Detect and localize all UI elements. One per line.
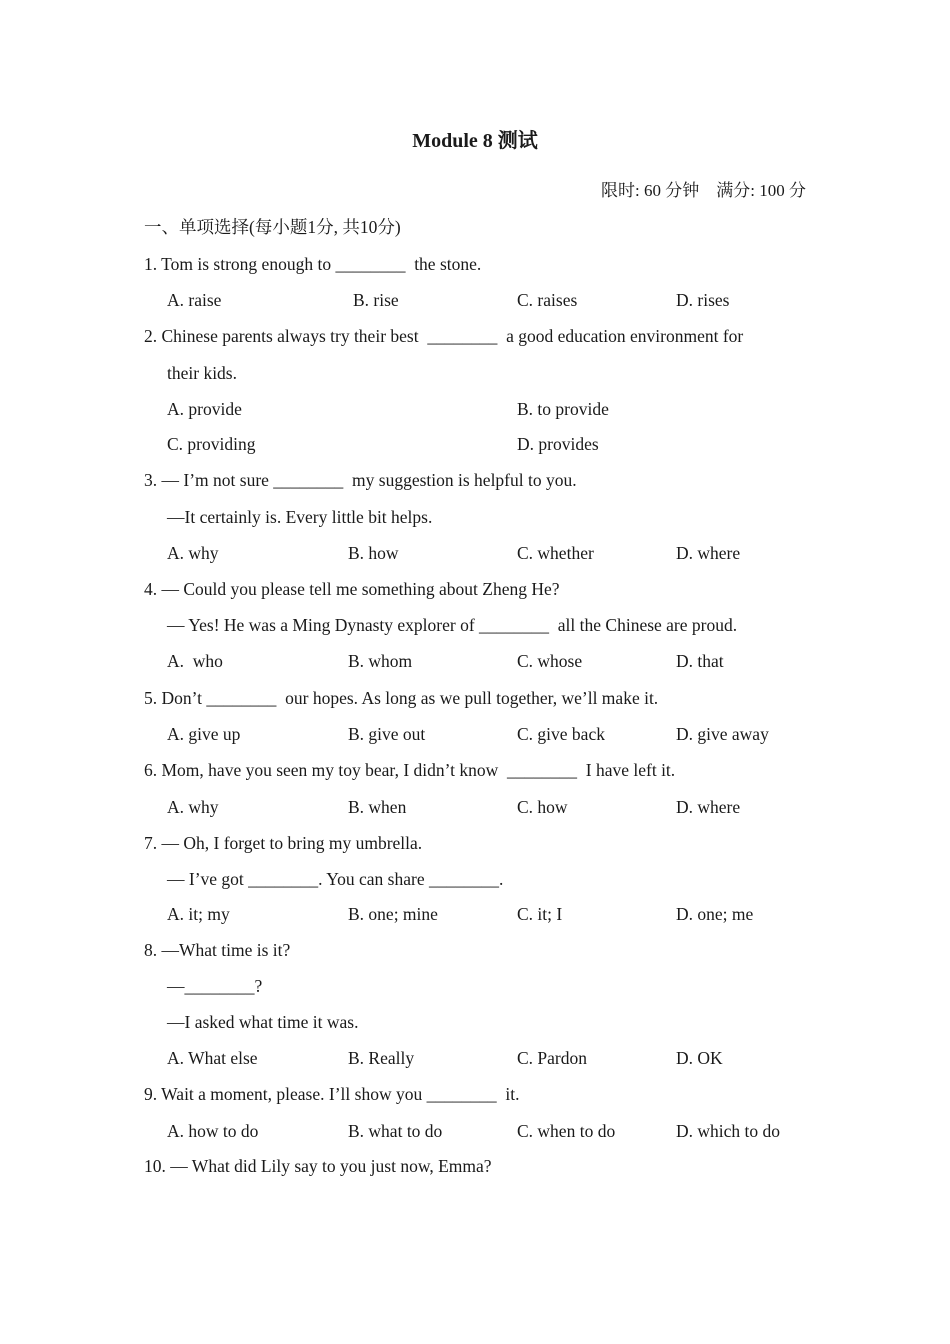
option-b: B. one; mine	[348, 904, 438, 924]
dialogue-line: — Yes! He was a Ming Dynasty explorer of ________ all the Chinese are proud.	[167, 615, 738, 635]
option-c: C. how	[517, 797, 568, 817]
question-stem: 3. — I’m not sure ________ my suggestion is helpful to you.	[144, 470, 577, 490]
dialogue-line: —I asked what time it was.	[167, 1012, 359, 1032]
dialogue-line: —It certainly is. Every little bit helps.	[167, 507, 433, 527]
option-c: C. whose	[517, 651, 583, 671]
option-d: D. that	[676, 651, 724, 671]
option-a: A. why	[167, 543, 219, 563]
option-c: C. it; I	[517, 904, 563, 924]
question-stem: 6. Mom, have you seen my toy bear, I didn’t know ________ I have left it.	[144, 760, 676, 780]
option-a: A. provide	[167, 399, 242, 419]
option-b: B. rise	[353, 290, 399, 310]
option-b: B. whom	[348, 651, 413, 671]
time-score-info: 限时: 60 分钟 满分: 100 分	[601, 181, 806, 200]
question-stem: 5. Don’t ________ our hopes. As long as we pull together, we’ll make it.	[144, 688, 659, 708]
option-d: D. provides	[517, 434, 599, 454]
option-a: A. it; my	[167, 904, 230, 924]
option-c: C. raises	[517, 290, 578, 310]
option-a: A. give up	[167, 724, 241, 744]
option-b: B. give out	[348, 724, 426, 744]
option-d: D. OK	[676, 1048, 723, 1068]
option-c: C. when to do	[517, 1121, 616, 1141]
dialogue-line: —________?	[167, 976, 263, 996]
question-stem: 2. Chinese parents always try their best ________ a good education environment for	[144, 326, 744, 346]
question-stem: 10. — What did Lily say to you just now, Emma?	[144, 1156, 492, 1176]
option-d: D. which to do	[676, 1121, 781, 1141]
option-c: C. Pardon	[517, 1048, 587, 1068]
option-d: D. where	[676, 797, 741, 817]
question-stem: 1. Tom is strong enough to ________ the stone.	[144, 254, 482, 274]
question-stem: 9. Wait a moment, please. I’ll show you ________ it.	[144, 1084, 520, 1104]
option-a: A. What else	[167, 1048, 258, 1068]
option-a: A. how to do	[167, 1121, 259, 1141]
option-b: B. when	[348, 797, 407, 817]
question-stem-continued: their kids.	[167, 363, 237, 383]
question-stem: 7. — Oh, I forget to bring my umbrella.	[144, 833, 423, 853]
option-d: D. give away	[676, 724, 769, 744]
question-stem: 8. —What time is it?	[144, 940, 291, 960]
option-a: A. who	[167, 651, 223, 671]
question-stem: 4. — Could you please tell me something about Zheng He?	[144, 579, 560, 599]
option-a: A. raise	[167, 290, 222, 310]
option-a: A. why	[167, 797, 219, 817]
option-b: B. how	[348, 543, 399, 563]
option-b: B. Really	[348, 1048, 415, 1068]
option-c: C. whether	[517, 543, 594, 563]
option-d: D. one; me	[676, 904, 754, 924]
section-heading: 一、单项选择(每小题1分, 共10分)	[144, 217, 401, 237]
option-d: D. rises	[676, 290, 730, 310]
option-c: C. give back	[517, 724, 605, 744]
dialogue-line: — I’ve got ________. You can share ________.	[167, 869, 504, 889]
option-d: D. where	[676, 543, 741, 563]
option-c: C. providing	[167, 434, 256, 454]
page-title: Module 8 测试	[412, 130, 538, 152]
option-b: B. what to do	[348, 1121, 443, 1141]
option-b: B. to provide	[517, 399, 609, 419]
